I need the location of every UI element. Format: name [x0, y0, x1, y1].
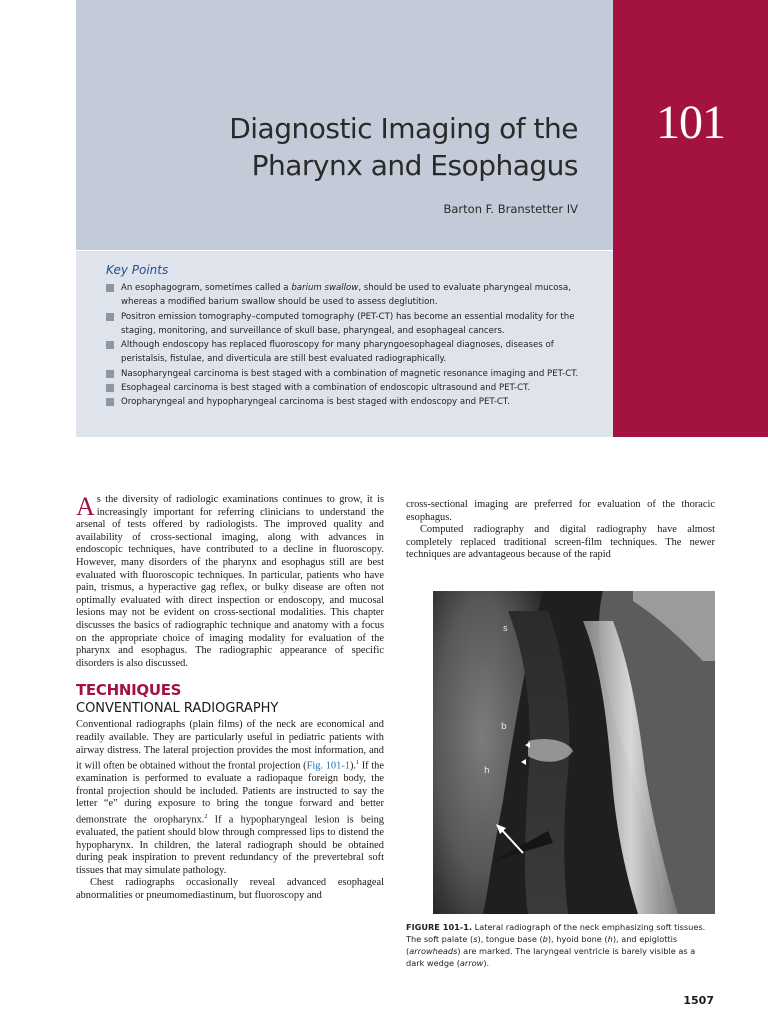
- drop-cap: A: [76, 492, 95, 521]
- chapter-title-line-2: Pharynx and Esophagus: [251, 149, 578, 182]
- label-hyoid: h: [484, 766, 490, 776]
- bullet-square-icon: [106, 284, 114, 292]
- key-points-heading: Key Points: [106, 263, 169, 277]
- figure-reference-link[interactable]: Fig. 101-1: [306, 760, 350, 772]
- key-point-item: An esophagogram, sometimes called a barium swallow, should be used to evaluate pharyngeal mucosa, whereas a modified barium swallow should be used to assess deglutition.: [106, 281, 601, 310]
- body-column-left: [76, 494, 384, 903]
- paragraph-digital-radiography: Computed radiography and digital radiography have almost completely replaced traditional screen-film techniques. The newer techniques are advantageous because of the rapid: [406, 524, 715, 561]
- paragraph-continuation: cross-sectional imaging are preferred for evaluation of the thoracic esophagus.: [406, 499, 715, 523]
- chapter-number: 101: [656, 96, 725, 149]
- citation-1: 1: [356, 760, 360, 767]
- bullet-square-icon: [106, 341, 114, 349]
- key-point-item: Positron emission tomography–computed tomography (PET-CT) has become an essential modality for the staging, monitoring, and surveillance of skull base, pharyngeal, and esophageal cancers.: [106, 310, 601, 339]
- label-soft-palate: s: [503, 624, 508, 634]
- key-point-item: Oropharyngeal and hypopharyngeal carcinoma is best staged with endoscopy and PET-CT.: [106, 395, 601, 409]
- bullet-square-icon: [106, 313, 114, 321]
- lateral-neck-radiograph: [433, 591, 715, 914]
- subsection-heading: CONVENTIONAL RADIOGRAPHY: [76, 701, 279, 717]
- section-heading: TECHNIQUES: [76, 681, 182, 700]
- key-points-box: [76, 251, 613, 437]
- page-number: 1507: [683, 994, 714, 1007]
- figure-label: FIGURE 101-1.: [406, 922, 473, 932]
- intro-paragraph: As the diversity of radiologic examinations continues to grow, it is increasingly important for referring clinicians to understand the arsenal of tests offered by radiologists. The improved quality and availability of cross-sectional imaging, along with advances in endoscopic techniques, have contributed to a decline in fluoroscopy. However, many disorders of the pharynx and esophagus still are best evaluated with fluoroscopic techniques. In particular, patients who have pain, trismus, a hyperactive gag reflex, or bulky disease are often not optimally evaluated with direct inspection or endoscopy, and mucosal lesions may not be evident on cross-sectional modalities. This chapter discusses the basics of radiographic technique and anatomy with a focus on the appropriate choice of imaging modality for evaluation of the pharynx and esophagus. The radiographic appearance of specific disorders is also discussed.: [76, 492, 384, 669]
- bullet-square-icon: [106, 384, 114, 392]
- key-point-item: Esophageal carcinoma is best staged with a combination of endoscopic ultrasound and PET-CT.: [106, 381, 601, 395]
- key-points-list: [106, 281, 601, 410]
- citation-2: 2: [204, 813, 208, 820]
- label-tongue-base: b: [501, 722, 507, 732]
- paragraph-chest-radiographs: Chest radiographs occasionally reveal advanced esophageal abnormalities or pneumomediastinum, but fluoroscopy and: [76, 877, 384, 901]
- key-point-item: Although endoscopy has replaced fluoroscopy for many pharyngoesophageal diagnoses, diseases of peristalsis, fistulae, and diverticula are still best evaluated radiographically.: [106, 338, 601, 367]
- figure-caption: FIGURE 101-1. Lateral radiograph of the neck emphasizing soft tissues. The soft palate (s), tongue base (b), hyoid bone (h), and epiglottis (arrowheads) are marked. The laryngeal ventricle is barely visible as a dark wedge (arrow).: [406, 922, 706, 968]
- bullet-square-icon: [106, 398, 114, 406]
- author-name: Barton F. Branstetter IV: [443, 202, 578, 216]
- radiograph-image: [433, 591, 715, 914]
- paragraph-conventional-radiography: Conventional radiographs (plain films) of the neck are economical and readily available. They are particularly useful in pediatric patients with airway distress. The lateral projection provides the most information, and it will often be obtained without the frontal projection (Fig. 101-1).$^1$ If the examination is performed to evaluate a radiopaque foreign body, the frontal projection should be included. Patients are instructed to say the letter “e” during exposure to bring the tongue forward and better demonstrate the oropharynx.$^2$ If a hypopharyngeal lesion is being evaluated, the patient should blow through compressed lips to distend the hypopharynx. In children, the lateral radiograph should be obtained during peak inspiration to prevent redundancy of the prevertebral soft tissues that may simulate pathology.: [76, 719, 384, 876]
- chapter-number-bar: [613, 0, 768, 437]
- body-column-right: [406, 499, 715, 562]
- chapter-title: [98, 110, 578, 184]
- bullet-square-icon: [106, 370, 114, 378]
- key-point-item: Nasopharyngeal carcinoma is best staged with a combination of magnetic resonance imaging and PET-CT.: [106, 367, 601, 381]
- chapter-title-line-1: Diagnostic Imaging of the: [229, 112, 578, 145]
